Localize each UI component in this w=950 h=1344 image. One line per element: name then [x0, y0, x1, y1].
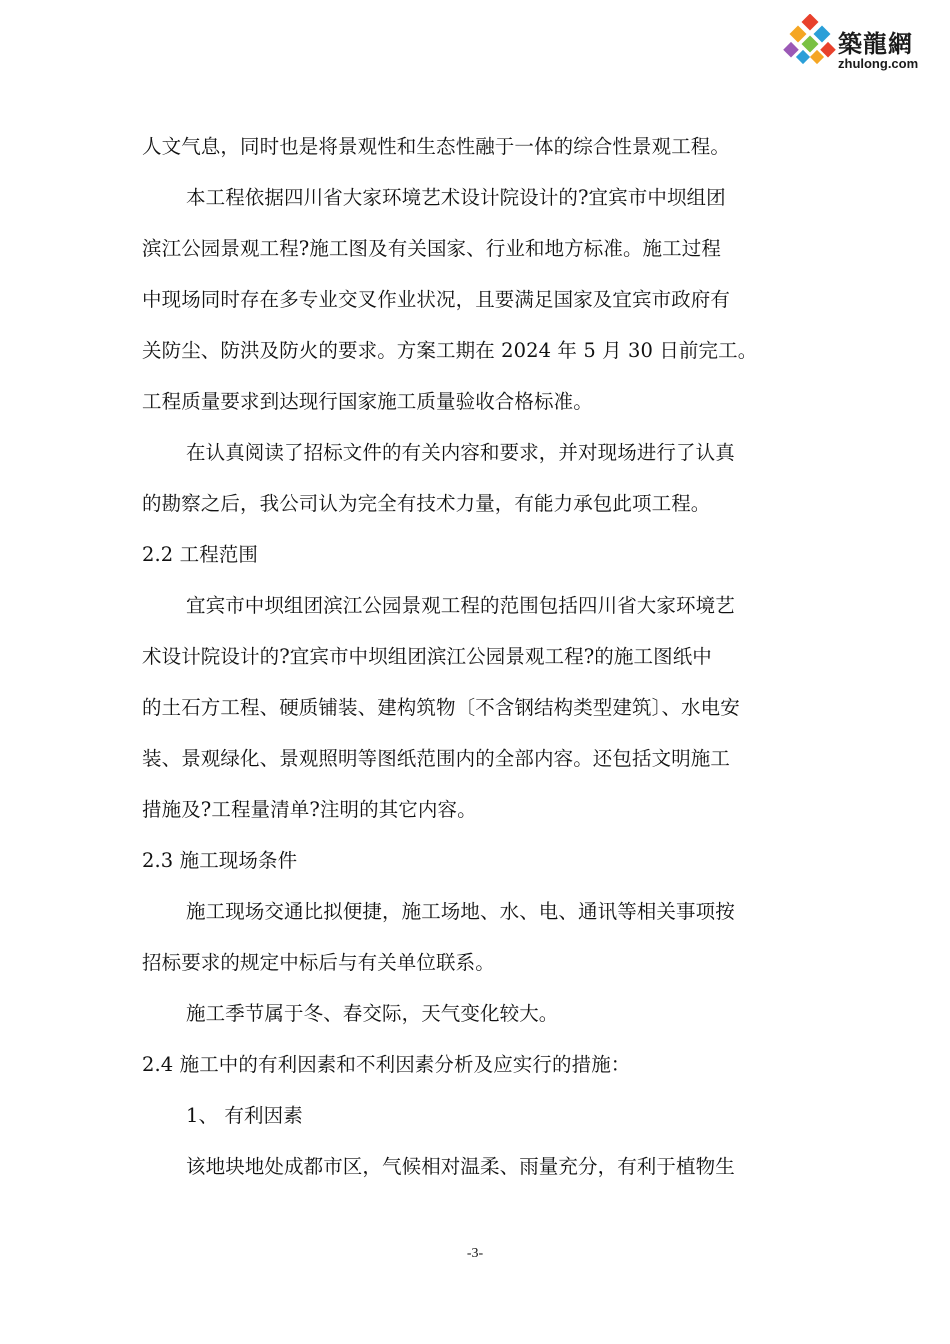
- paragraph-line: 术设计院设计的?宜宾市中坝组团滨江公园景观工程?的施工图纸中: [142, 645, 712, 668]
- logo-domain: zhulong.com: [838, 56, 919, 71]
- logo-mosaic-icon: [780, 14, 840, 74]
- paragraph-line: 中现场同时存在多专业交叉作业状况，且要满足国家及宜宾市政府有: [142, 288, 731, 311]
- paragraph-line: 施工现场交通比拟便捷，施工场地、水、电、通讯等相关事项按: [186, 900, 735, 923]
- paragraph-line: 在认真阅读了招标文件的有关内容和要求，并对现场进行了认真: [186, 441, 735, 464]
- paragraph-line: 宜宾市中坝组团滨江公园景观工程的范围包括四川省大家环境艺: [186, 594, 735, 617]
- paragraph-line: 本工程依据四川省大家环境艺术设计院设计的?宜宾市中坝组团: [186, 186, 726, 209]
- paragraph-line: 的土石方工程、硬质铺装、建构筑物〔不含钢结构类型建筑〕、水电安: [142, 696, 740, 719]
- paragraph-line: 招标要求的规定中标后与有关单位联系。: [142, 951, 495, 974]
- paragraph-line: 滨江公园景观工程?施工图及有关国家、行业和地方标准。施工过程: [142, 237, 721, 260]
- paragraph-line: 装、景观绿化、景观照明等图纸范围内的全部内容。还包括文明施工: [142, 747, 731, 770]
- paragraph-line: 措施及?工程量清单?注明的其它内容。: [142, 798, 477, 821]
- section-heading: 2.2 工程范围: [142, 543, 259, 566]
- section-heading: 2.3 施工现场条件: [142, 849, 298, 872]
- paragraph-line: 的勘察之后，我公司认为完全有技术力量，有能力承包此项工程。: [142, 492, 711, 515]
- paragraph-line: 施工季节属于冬、春交际，天气变化较大。: [186, 1002, 559, 1025]
- paragraph-line: 人文气息，同时也是将景观性和生态性融于一体的综合性景观工程。: [142, 135, 731, 158]
- zhulong-logo: [780, 14, 940, 76]
- page-number: -3-: [466, 1246, 484, 1261]
- logo-brand: 築龍網: [838, 30, 913, 58]
- paragraph-line: 该地块地处成都市区，气候相对温柔、雨量充分，有利于植物生: [186, 1155, 735, 1178]
- list-item-heading: 1、 有利因素: [186, 1104, 303, 1127]
- paragraph-line: 关防尘、防洪及防火的要求。方案工期在 2024 年 5 月 30 日前完工。: [142, 339, 758, 362]
- section-heading: 2.4 施工中的有利因素和不利因素分析及应实行的措施：: [142, 1053, 631, 1076]
- paragraph-line: 工程质量要求到达现行国家施工质量验收合格标准。: [142, 390, 593, 413]
